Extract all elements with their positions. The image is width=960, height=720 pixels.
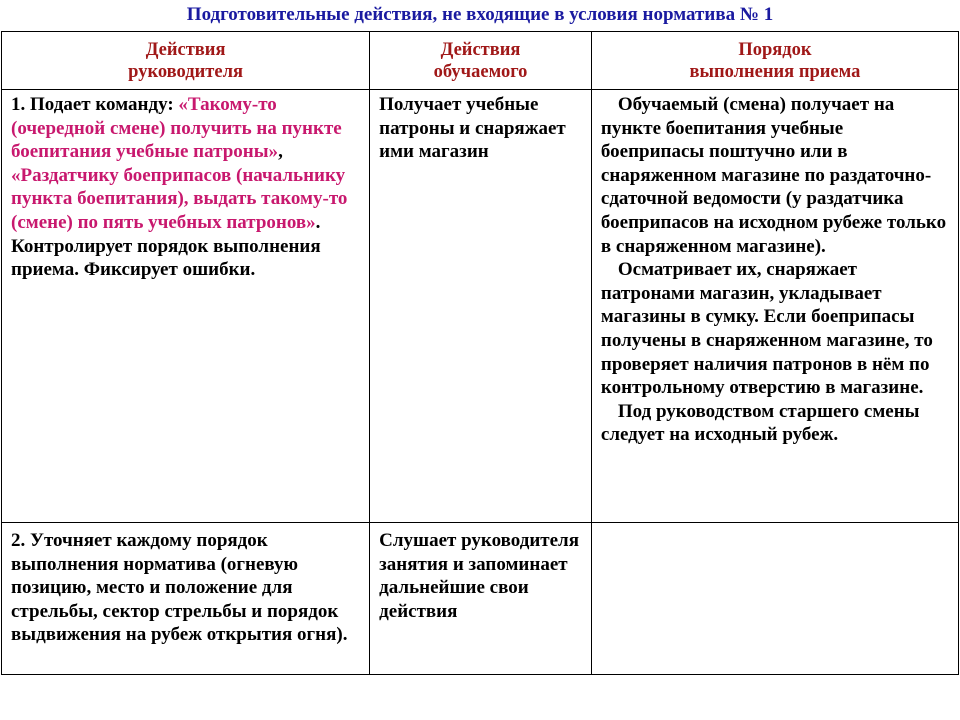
row1-command-quote-2: «Раздатчику боеприпасов (начальнику пункта боепитания), выдать такому-то (смене) по пять учебных патронов»	[11, 164, 348, 233]
row1-procedure-paragraph-3: Под руководством старшего смены следует на исходный рубеж.	[600, 400, 920, 446]
header-procedure	[591, 32, 958, 90]
table-header-row	[2, 32, 959, 90]
normative-table	[1, 31, 959, 675]
header-procedure-line1: Порядок	[738, 39, 812, 60]
header-procedure-line2: выполнения приема	[689, 61, 861, 82]
page-title: Подготовительные действия, не входящие в условия норматива № 1	[186, 4, 774, 25]
row1-leader-separator: ,	[278, 141, 283, 163]
row1-procedure-paragraph-1: Обучаемый (смена) получает на пункте боепитания учебные боеприпасы поштучно или в снаряженном магазине по раздаточно-сдаточной ведомости (у раздатчика боеприпасов на исходном рубеже только в снаряженном магазине).	[600, 94, 947, 257]
row2-trainee-cell	[370, 523, 592, 675]
table-row	[2, 523, 959, 675]
row2-trainee-text: Слушает руководителя занятия и запоминает дальнейшие свои действия	[379, 530, 579, 622]
row1-leader-cell	[2, 90, 370, 523]
header-leader-line1: Действия	[145, 39, 226, 60]
row1-procedure-cell	[591, 90, 958, 523]
row2-leader-text: 2. Уточняет каждому порядок выполнения норматива (огневую позицию, место и положение для стрельбы, сектор стрельбы и порядок выдвижения на рубеж открытия огня).	[11, 530, 348, 646]
header-trainee-actions	[370, 32, 592, 90]
row1-procedure-paragraph-2: Осматривает их, снаряжает патронами магазин, укладывает магазины в сумку. Если боеприпасы получены в снаряженном магазине, то проверяет наличия патронов в нём по контрольному отверстию в магазине.	[600, 259, 933, 399]
row1-command-quote-1: «Такому-то (очередной смене) получить на пункте боепитания учебные патроны»	[11, 94, 342, 163]
header-trainee-line2: обучаемого	[433, 61, 528, 82]
row1-leader-prefix: 1. Подает команду:	[11, 94, 179, 115]
row1-trainee-cell	[370, 90, 592, 523]
row1-leader-suffix: . Контролирует порядок выполнения приема. Фиксирует ошибки.	[11, 211, 321, 281]
header-trainee-line1: Действия	[440, 39, 521, 60]
row2-leader-cell	[2, 523, 370, 675]
header-leader-line2: руководителя	[128, 61, 243, 82]
header-leader-actions	[2, 32, 370, 90]
row1-trainee-text: Получает учебные патроны и снаряжает ими магазин	[379, 94, 566, 163]
table-row	[2, 90, 959, 523]
row2-procedure-cell	[591, 523, 958, 675]
